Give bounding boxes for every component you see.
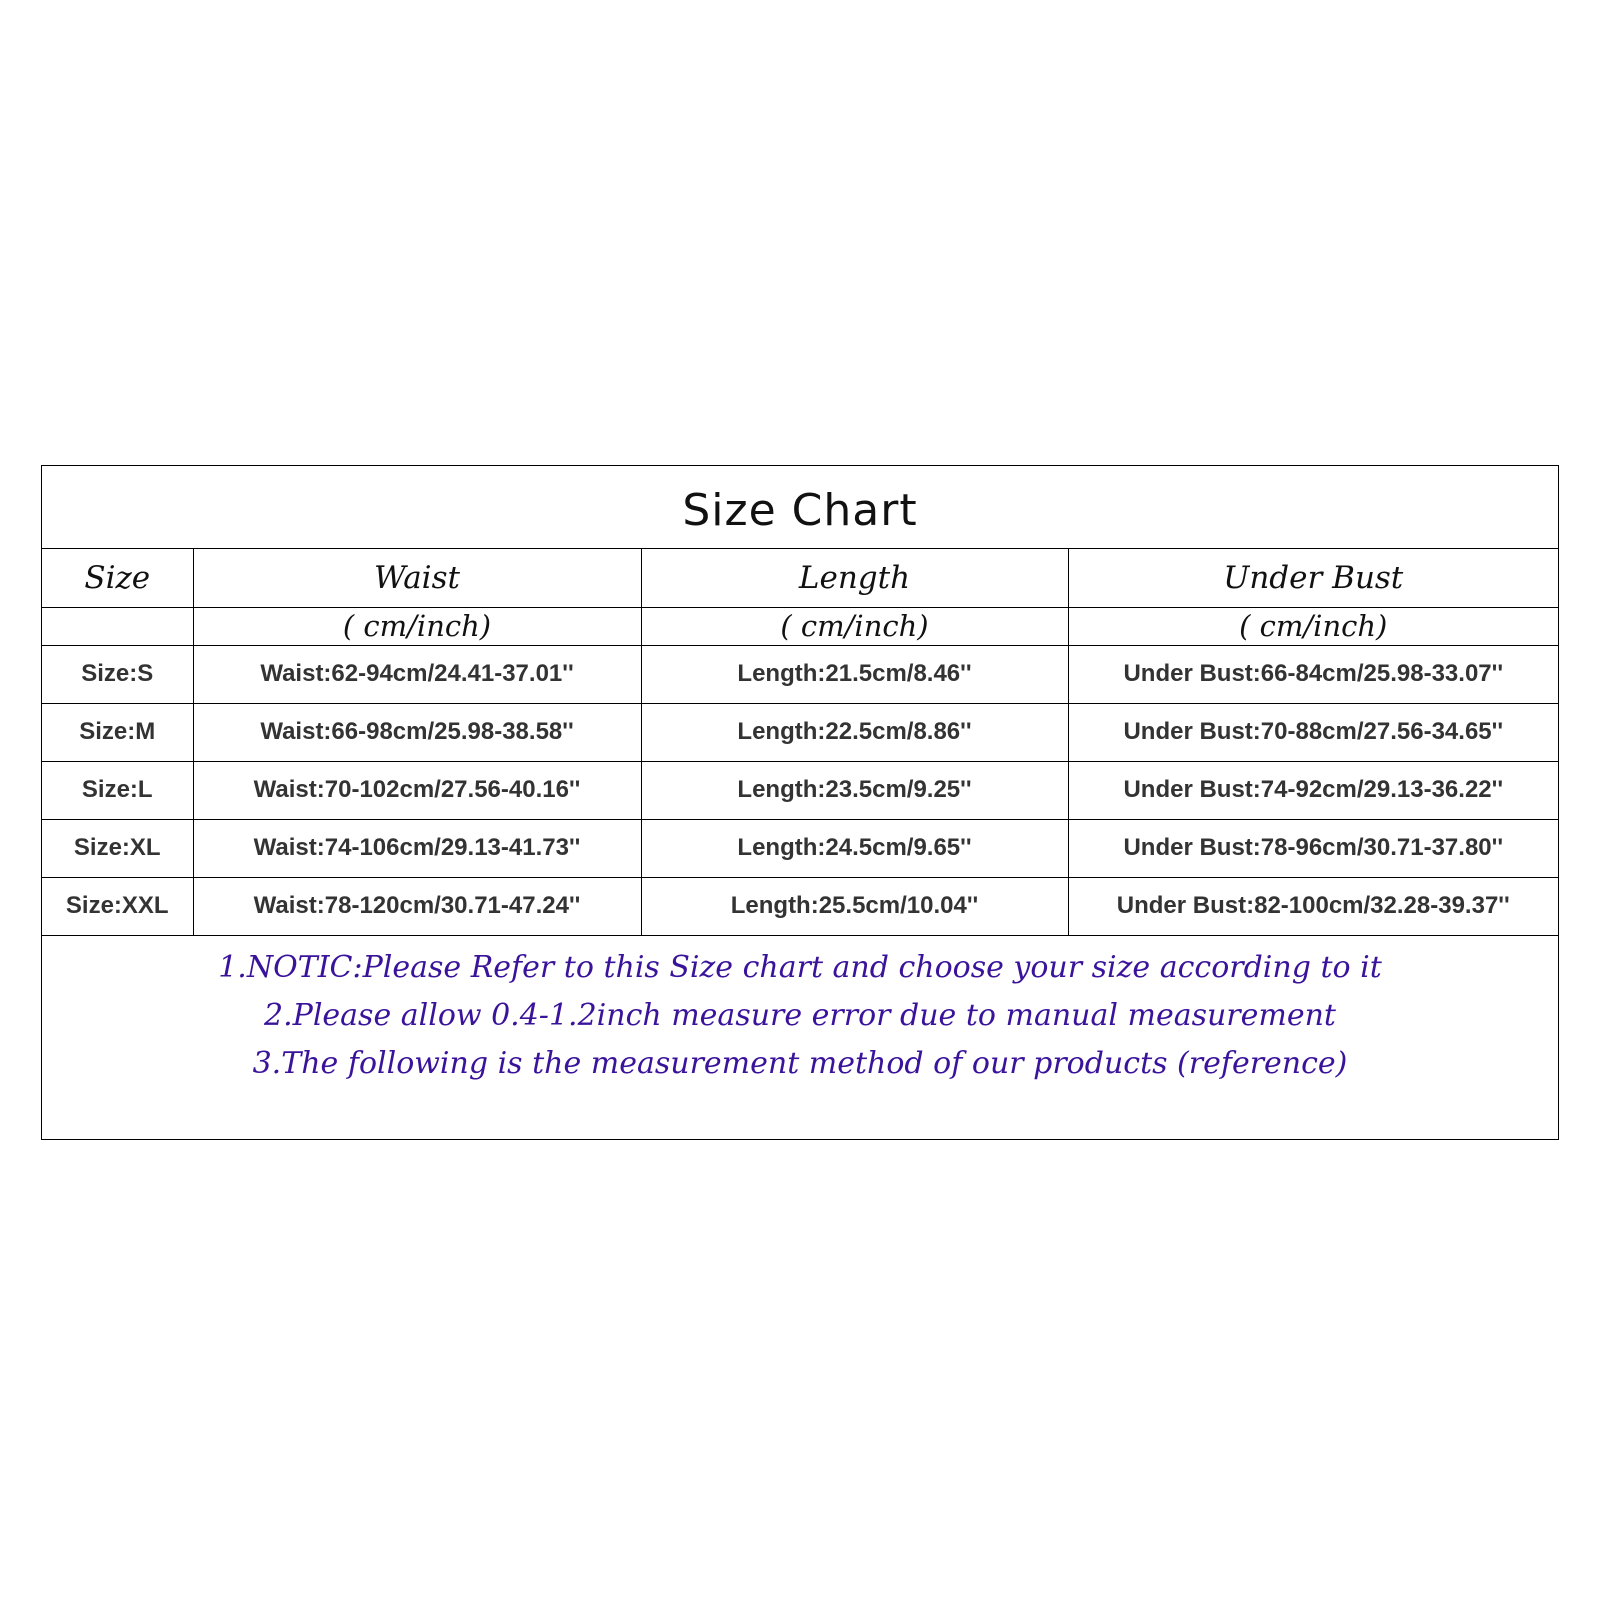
cell-length: Length:23.5cm/9.25'' (641, 761, 1068, 819)
cell-waist: Waist:62-94cm/24.41-37.01'' (193, 645, 641, 703)
header-under-bust: Under Bust (1068, 549, 1558, 607)
cell-length: Length:25.5cm/10.04'' (641, 877, 1068, 935)
unit-length: ( cm/inch) (641, 607, 1068, 645)
cell-under-bust: Under Bust:82-100cm/32.28-39.37'' (1068, 877, 1558, 935)
header-length: Length (641, 549, 1068, 607)
cell-size: Size:M (42, 703, 193, 761)
unit-row (42, 607, 1558, 645)
table-row (42, 703, 1558, 761)
cell-under-bust: Under Bust:74-92cm/29.13-36.22'' (1068, 761, 1558, 819)
table-row (42, 819, 1558, 877)
notes-section (42, 936, 1558, 1088)
header-size: Size (42, 549, 193, 607)
cell-waist: Waist:66-98cm/25.98-38.58'' (193, 703, 641, 761)
cell-waist: Waist:70-102cm/27.56-40.16'' (193, 761, 641, 819)
size-chart (41, 465, 1559, 1140)
table-row (42, 877, 1558, 935)
unit-size (42, 607, 193, 645)
note-line: 2.Please allow 0.4-1.2inch measure error due to manual measurement (264, 997, 1336, 1033)
unit-under-bust: ( cm/inch) (1068, 607, 1558, 645)
cell-under-bust: Under Bust:70-88cm/27.56-34.65'' (1068, 703, 1558, 761)
note-line: 1.NOTIC:Please Refer to this Size chart and choose your size according to it (218, 949, 1382, 985)
cell-length: Length:21.5cm/8.46'' (641, 645, 1068, 703)
size-chart-title: Size Chart (682, 484, 918, 536)
note-line: 3.The following is the measurement method of our products (reference) (252, 1045, 1348, 1081)
size-table (42, 549, 1558, 936)
cell-size: Size:L (42, 761, 193, 819)
cell-under-bust: Under Bust:78-96cm/30.71-37.80'' (1068, 819, 1558, 877)
unit-waist: ( cm/inch) (193, 607, 641, 645)
header-waist: Waist (193, 549, 641, 607)
table-row (42, 761, 1558, 819)
cell-waist: Waist:74-106cm/29.13-41.73'' (193, 819, 641, 877)
cell-length: Length:22.5cm/8.86'' (641, 703, 1068, 761)
cell-length: Length:24.5cm/9.65'' (641, 819, 1068, 877)
header-row (42, 549, 1558, 607)
cell-under-bust: Under Bust:66-84cm/25.98-33.07'' (1068, 645, 1558, 703)
cell-size: Size:XL (42, 819, 193, 877)
cell-waist: Waist:78-120cm/30.71-47.24'' (193, 877, 641, 935)
table-row (42, 645, 1558, 703)
cell-size: Size:S (42, 645, 193, 703)
size-chart-title-row (42, 466, 1558, 549)
cell-size: Size:XXL (42, 877, 193, 935)
